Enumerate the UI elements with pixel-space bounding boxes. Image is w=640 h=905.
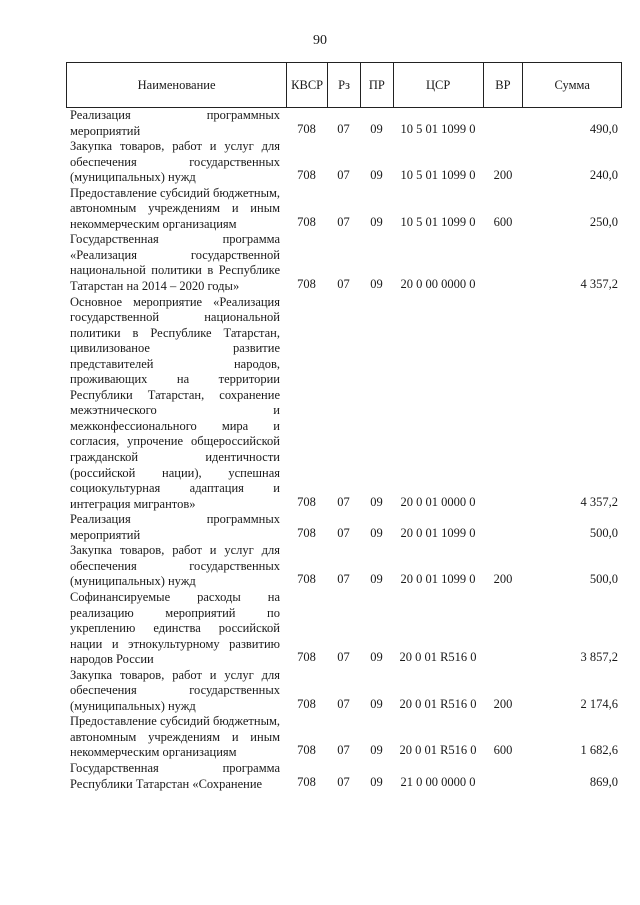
row-pr: 09 (370, 494, 383, 509)
row-name: Закупка товаров, работ и услуг для обеспечения государственных (муниципальных) нужд (70, 543, 280, 589)
row-sum: 4 357,2 (580, 277, 618, 292)
row-kvsr: 708 (297, 168, 316, 183)
row-pr: 09 (370, 650, 383, 665)
row-vr: 200 (493, 572, 513, 587)
row-name: Государственная программа «Реализация государственной национальной политики в Республике Татарстан на 2014 – 2020 годы» (70, 232, 280, 294)
row-vr (483, 790, 523, 792)
row-sum: 250,0 (589, 214, 618, 229)
row-csr: 20 0 01 R516 0 (399, 650, 477, 665)
row-vr: 200 (493, 168, 513, 183)
page-number: 90 (313, 33, 327, 48)
row-vr: 600 (493, 743, 513, 758)
row-vr: 600 (493, 214, 513, 229)
row-sum: 500,0 (589, 525, 618, 540)
row-csr: 20 0 01 1099 0 (400, 572, 476, 587)
row-pr: 09 (370, 743, 383, 758)
table-row (66, 761, 626, 792)
row-pr: 09 (370, 696, 383, 711)
row-sum: 869,0 (589, 774, 618, 789)
row-kvsr: 708 (297, 572, 316, 587)
row-sum: 4 357,2 (580, 494, 618, 509)
row-kvsr: 708 (297, 743, 316, 758)
row-kvsr: 708 (297, 121, 316, 136)
row-pr: 09 (370, 277, 383, 292)
row-kvsr: 708 (297, 277, 316, 292)
row-name: Закупка товаров, работ и услуг для обеспечения государственных (муниципальных) нужд (70, 139, 280, 185)
row-pr: 09 (370, 121, 383, 136)
row-rz: 07 (337, 214, 350, 229)
table-header (66, 62, 622, 108)
row-rz: 07 (337, 168, 350, 183)
row-csr: 20 0 01 0000 0 (400, 494, 476, 509)
row-rz: 07 (337, 696, 350, 711)
table-row (66, 512, 626, 543)
row-vr: 200 (493, 696, 513, 711)
row-pr: 09 (370, 525, 383, 540)
header-rz: Рз (327, 63, 360, 107)
table-row (66, 186, 626, 233)
row-rz: 07 (337, 650, 350, 665)
row-name: Предоставление субсидий бюджетным, автономным учреждениям и иным некоммерческим организациям (70, 714, 280, 760)
row-vr (483, 541, 523, 543)
row-rz: 07 (337, 774, 350, 789)
table-row (66, 108, 626, 139)
row-kvsr: 708 (297, 650, 316, 665)
row-rz: 07 (337, 525, 350, 540)
row-rz: 07 (337, 277, 350, 292)
row-rz: 07 (337, 743, 350, 758)
row-name: Реализация программных мероприятий (70, 512, 280, 542)
row-sum: 1 682,6 (580, 743, 618, 758)
row-sum: 3 857,2 (580, 650, 618, 665)
header-pr: ПР (360, 63, 393, 107)
table-row (66, 714, 626, 761)
row-csr: 10 5 01 1099 0 (400, 121, 476, 136)
row-name: Реализация программных мероприятий (70, 108, 280, 138)
header-name: Наименование (137, 77, 216, 92)
row-name: Государственная программа Республики Татарстан «Сохранение (70, 760, 280, 791)
header-sum: Сумма (522, 63, 621, 107)
table-row (66, 543, 626, 590)
row-kvsr: 708 (297, 774, 316, 789)
row-csr: 10 5 01 1099 0 (400, 214, 476, 229)
row-pr: 09 (370, 168, 383, 183)
row-rz: 07 (337, 572, 350, 587)
table-row (66, 139, 626, 186)
header-kvsr: КВСР (286, 63, 327, 107)
row-name: Предоставление субсидий бюджетным, автономным учреждениям и иным некоммерческим организациям (70, 185, 280, 231)
row-pr: 09 (370, 214, 383, 229)
row-kvsr: 708 (297, 525, 316, 540)
row-kvsr: 708 (297, 696, 316, 711)
row-name: Софинансируемые расходы на реализацию мероприятий по укреплению единства российской нации и этнокультурному развитию народов России (70, 589, 280, 667)
row-rz: 07 (337, 121, 350, 136)
row-sum: 240,0 (589, 168, 618, 183)
row-vr (483, 510, 523, 512)
row-csr: 20 0 00 0000 0 (400, 277, 476, 292)
row-vr (483, 293, 523, 295)
row-kvsr: 708 (297, 494, 316, 509)
row-rz: 07 (337, 494, 350, 509)
row-name: Закупка товаров, работ и услуг для обеспечения государственных (муниципальных) нужд (70, 667, 280, 713)
row-vr (483, 666, 523, 668)
row-csr: 20 0 01 1099 0 (400, 525, 476, 540)
row-sum: 2 174,6 (580, 696, 618, 711)
header-csr: ЦСР (393, 63, 483, 107)
row-csr: 20 0 01 R516 0 (399, 696, 477, 711)
row-csr: 21 0 00 0000 0 (400, 774, 476, 789)
row-pr: 09 (370, 572, 383, 587)
header-vr: ВР (483, 63, 523, 107)
table-row (66, 295, 626, 513)
table-row (66, 232, 626, 294)
row-name: Основное мероприятие «Реализация государственной национальной политики в Республике Татарстан, цивилизованое развитие представителей народов, проживающих на территории Республики Татарстан, сохранение межэтнического и межконфессионального мира и согласия, упрочение общероссийской гражданской идентичности (российской нации), успешная социокультурная адаптация и интеграция мигрантов» (70, 294, 280, 511)
row-csr: 20 0 01 R516 0 (399, 743, 477, 758)
row-sum: 490,0 (589, 121, 618, 136)
table-row (66, 590, 626, 668)
table-row (66, 668, 626, 715)
row-kvsr: 708 (297, 214, 316, 229)
row-csr: 10 5 01 1099 0 (400, 168, 476, 183)
row-sum: 500,0 (589, 572, 618, 587)
row-pr: 09 (370, 774, 383, 789)
row-vr (483, 137, 523, 139)
table-body (66, 108, 626, 792)
